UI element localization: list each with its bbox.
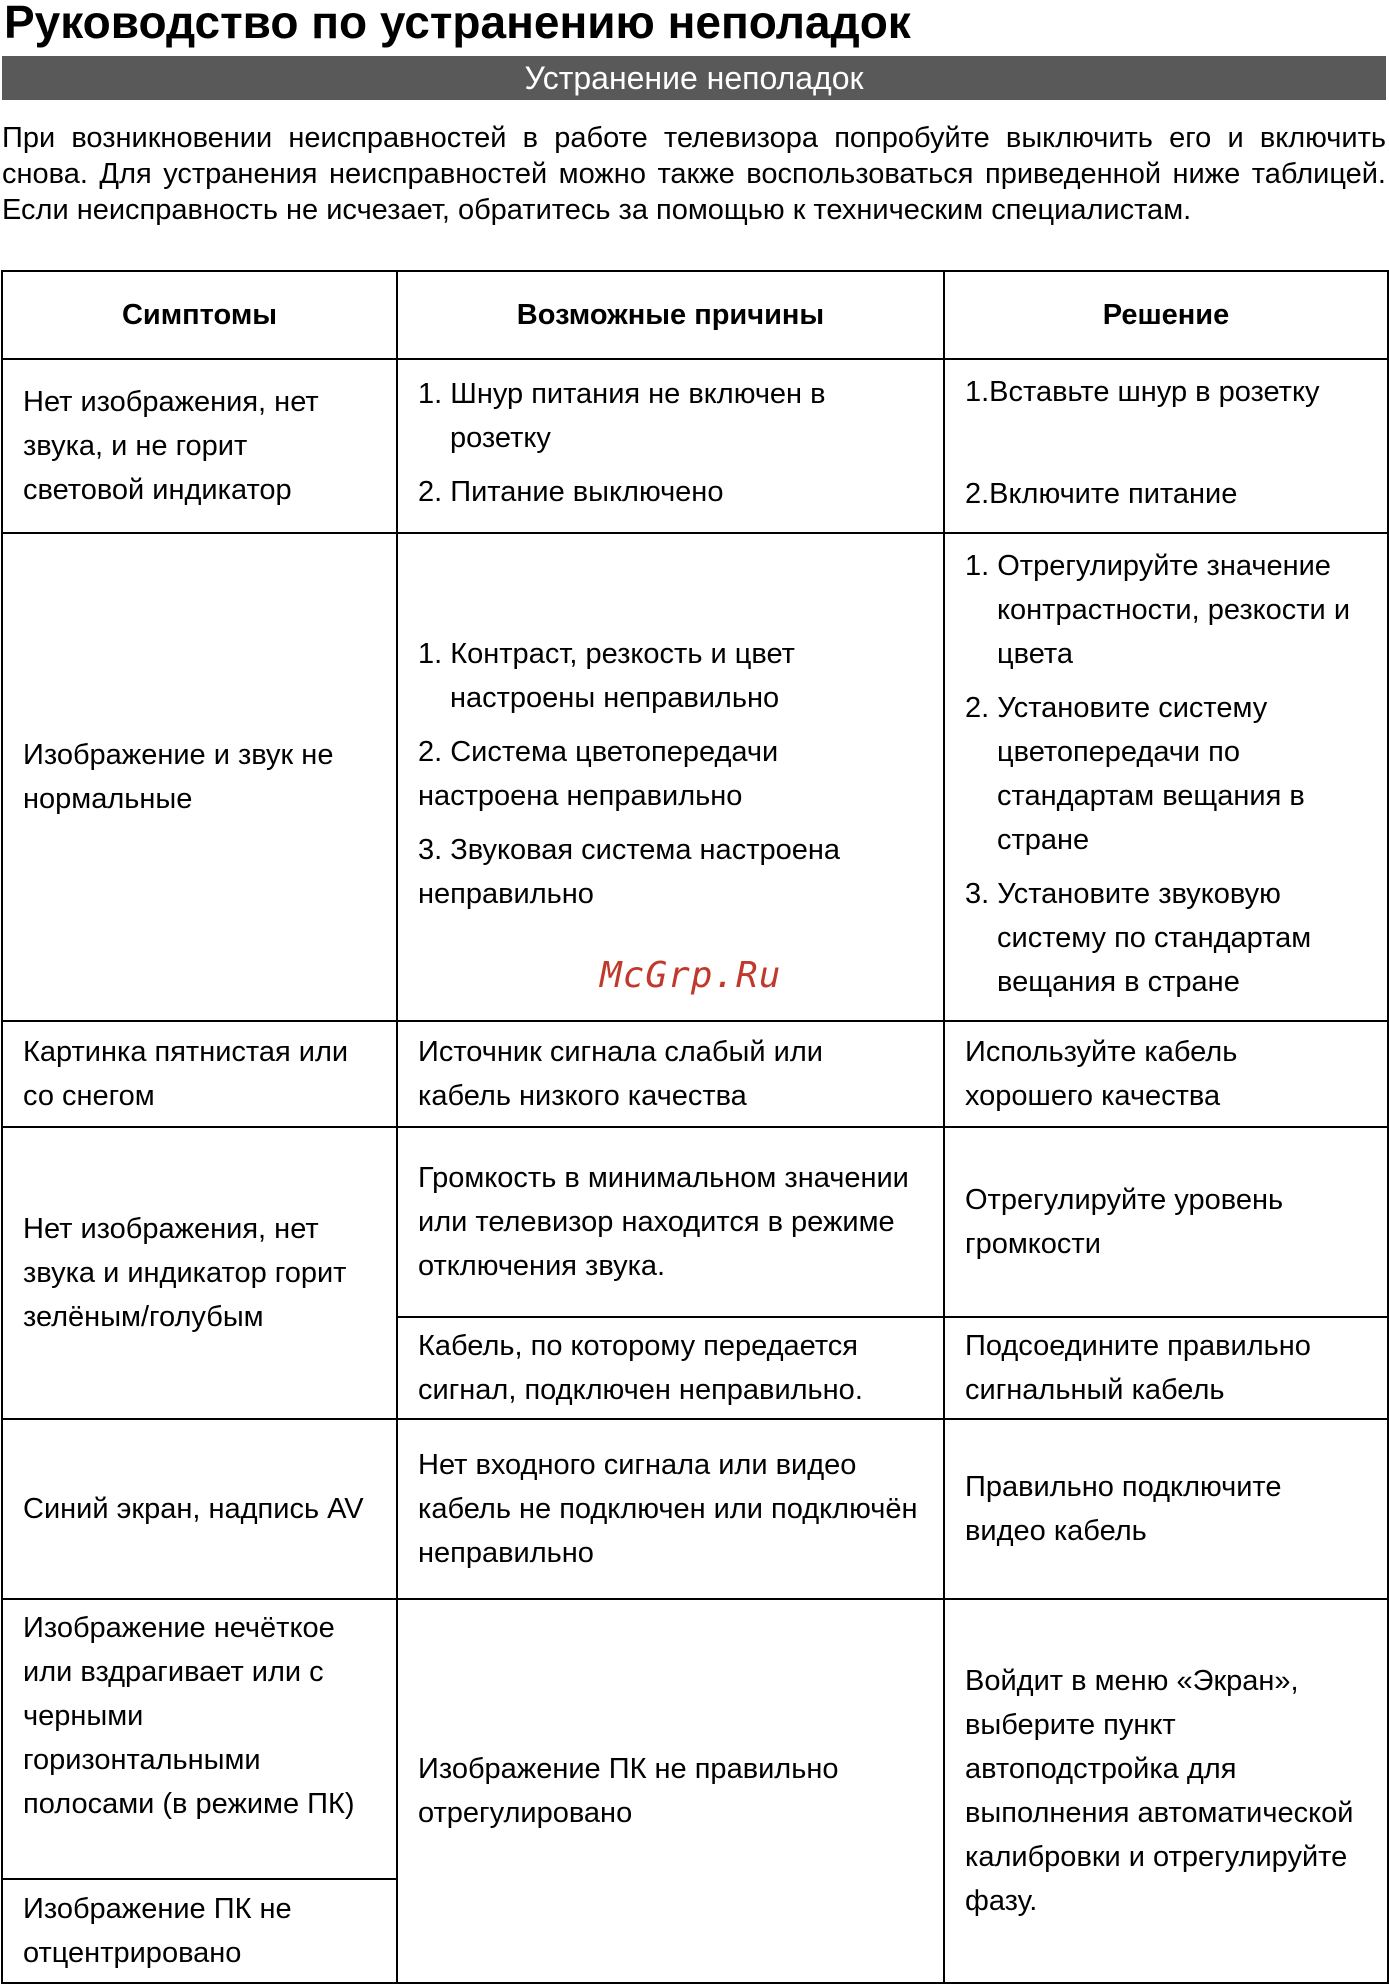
solution-cell (944, 359, 1388, 533)
solution-item: 3. Установите звуковую систему по стандартам вещания в стране (965, 878, 1312, 998)
symptom-cell: Изображение нечёткое или вздрагивает или с черными горизонтальными полосами (в режиме ПК) (2, 1599, 397, 1879)
cause-item: 1. Контраст, резкость и цвет настроены неправильно (418, 638, 795, 714)
cause-cell (397, 533, 944, 1021)
solution-cell: Войдит в меню «Экран», выберите пункт автоподстройка для выполнения автоматической калибровки и отрегулируйте фазу. (944, 1599, 1388, 1983)
header-symptoms: Симптомы (2, 271, 397, 359)
solution-item: 2. Установите систему цветопередачи по стандартам вещания в стране (965, 692, 1305, 856)
watermark-text: McGrp.Ru (600, 955, 782, 996)
cause-item: 2. Система цветопередачи настроена неправильно (418, 736, 779, 812)
cause-cell (397, 359, 944, 533)
cause-cell: Громкость в минимальном значении или телевизор находится в режиме отключения звука. (397, 1127, 944, 1317)
solution-item: 1. Отрегулируйте значение контрастности, резкости и цвета (965, 550, 1351, 670)
table-header-row (2, 271, 1388, 359)
solution-cell: Подсоедините правильно сигнальный кабель (944, 1317, 1388, 1419)
symptom-cell: Изображение и звук не нормальные (2, 533, 397, 1021)
cause-cell: Источник сигнала слабый или кабель низкого качества (397, 1021, 944, 1127)
symptom-cell: Синий экран, надпись AV (2, 1419, 397, 1599)
cause-cell: Нет входного сигнала или видео кабель не подключен или подключён неправильно (397, 1419, 944, 1599)
table-row (2, 1419, 1388, 1599)
symptom-cell: Нет изображения, нет звука, и не горит световой индикатор (2, 359, 397, 533)
cause-item: 2. Питание выключено (418, 476, 724, 508)
header-solution: Решение (944, 271, 1388, 359)
troubleshooting-table (1, 270, 1389, 1984)
table-row (2, 1021, 1388, 1127)
section-banner: Устранение неполадок (2, 56, 1386, 100)
solution-cell: Правильно подключите видео кабель (944, 1419, 1388, 1599)
solution-item: 1.Вставьте шнур в розетку (965, 376, 1320, 408)
cause-cell: Кабель, по которому передается сигнал, подключен неправильно. (397, 1317, 944, 1419)
solution-cell: Используйте кабель хорошего качества (944, 1021, 1388, 1127)
solution-item: 2.Включите питание (965, 478, 1238, 510)
table-row (2, 533, 1388, 1021)
table-row (2, 359, 1388, 533)
intro-paragraph: При возникновении неисправностей в работе телевизора попробуйте выключить его и включить снова. Для устранения неисправностей можно также воспользоваться приведенной ниже таблицей. Если неисправность не исчезает, обратитесь за помощью к техническим специалистам. (2, 122, 1386, 226)
symptom-cell: Изображение ПК не отцентрировано (2, 1879, 397, 1983)
cause-cell: Изображение ПК не правильно отрегулировано (397, 1599, 944, 1983)
symptom-cell: Картинка пятнистая или со снегом (2, 1021, 397, 1127)
table-row (2, 1127, 1388, 1317)
solution-cell (944, 533, 1388, 1021)
cause-item: 1. Шнур питания не включен в розетку (418, 378, 826, 454)
header-causes: Возможные причины (397, 271, 944, 359)
spacer (965, 424, 1367, 468)
symptom-cell: Нет изображения, нет звука и индикатор горит зелёным/голубым (2, 1127, 397, 1419)
cause-item: 3. Звуковая система настроена неправильно (418, 834, 841, 910)
page-title: Руководство по устранению неполадок (4, 0, 911, 48)
table-row (2, 1599, 1388, 1879)
solution-cell: Отрегулируйте уровень громкости (944, 1127, 1388, 1317)
